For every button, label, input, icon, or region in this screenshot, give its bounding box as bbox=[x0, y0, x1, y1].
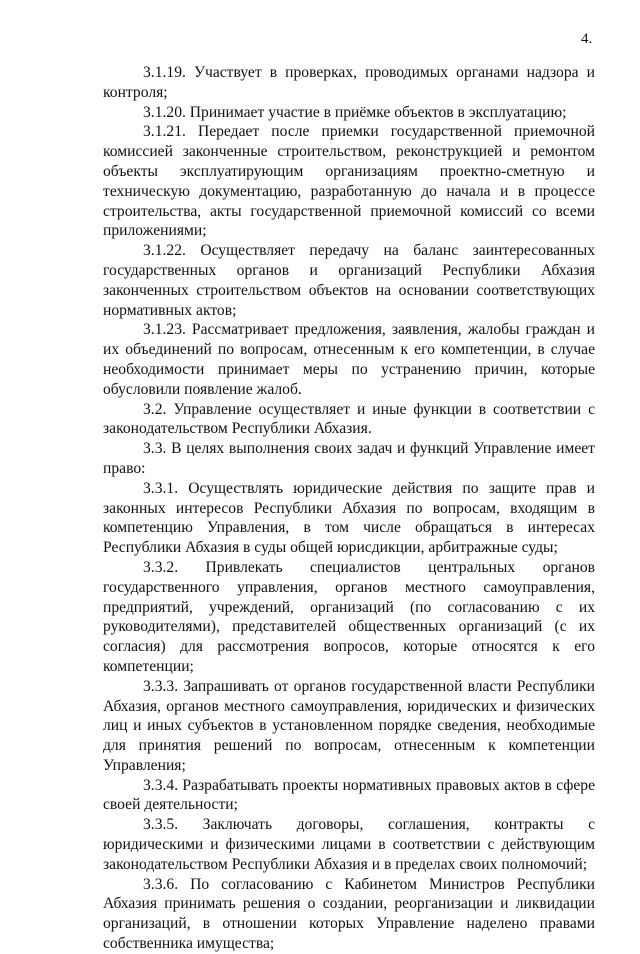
paragraph-3-3-6: 3.3.6. По согласованию с Кабинетом Министров Республики Абхазия принимать решения о создании, реорганизации и ликвидации организаций, в отношении которых Управление наделено правами собственника имущества; bbox=[103, 875, 595, 953]
document-body bbox=[103, 63, 595, 954]
paragraph-3-3-5: 3.3.5. Заключать договоры, соглашения, контракты с юридическими и физическими лицами в соответствии с действующим законодательством Республики Абхазия и в пределах своих полномочий; bbox=[103, 816, 595, 873]
paragraph-3-3-2: 3.3.2. Привлекать специалистов центральных органов государственного управления, органов местного самоуправления, предприятий, учреждений, организаций (по согласованию с их руководителями), представителей общественных организаций (с их согласия) для рассмотрения вопросов, которые относятся к его компетенции; bbox=[103, 558, 595, 675]
paragraph-3-3-4: 3.3.4. Разрабатывать проекты нормативных правовых актов в сфере своей деятельности; bbox=[103, 776, 595, 814]
paragraph-3-2: 3.2. Управление осуществляет и иные функции в соответствии с законодательством Республики Абхазия. bbox=[103, 400, 595, 438]
paragraph-3-1-23: 3.1.23. Рассматривает предложения, заявления, жалобы граждан и их объединений по вопросам, отнесенным к его компетенции, в случае необходимости принимает меры по устранению причин, которые обусловили появление жалоб. bbox=[103, 321, 595, 398]
page-number: 4. bbox=[581, 31, 593, 47]
paragraph-3-3-1: 3.3.1. Осуществлять юридические действия по защите прав и законных интересов Республики Абхазия по вопросам, входящим в компетенцию Управления, в том числе обращаться в интересах Республики Абхазия в суды общей юрисдикции, арбитражные суды; bbox=[103, 479, 595, 557]
paragraph-3-3: 3.3. В целях выполнения своих задач и функций Управление имеет право: bbox=[103, 440, 595, 477]
paragraph-3-1-22: 3.1.22. Осуществляет передачу на баланс заинтересованных государственных органов и организаций Республики Абхазия законченных строительством объектов на основании соответствующих нормативных актов; bbox=[103, 242, 595, 319]
paragraph-3-1-20: 3.1.20. Принимает участие в приёмке объектов в эксплуатацию; bbox=[143, 103, 567, 121]
paragraph-3-1-19: 3.1.19. Участвует в проверках, проводимых органами надзора и контроля; bbox=[103, 64, 595, 101]
paragraph-3-1-21: 3.1.21. Передает после приемки государственной приемочной комиссией законченные строительством, реконструкцией и ремонтом объекты эксплуатирующим организациям проектно-сметную и техническую документацию, разработанную до начала и в процессе строительства, акты государственной приемочной комиссий со всеми приложениями; bbox=[103, 123, 595, 240]
paragraph-3-3-3: 3.3.3. Запрашивать от органов государственной власти Республики Абхазия, органов местного самоуправления, юридических и физических лиц и иных субъектов в установленном порядке сведения, необходимые для принятия решений по вопросам, отнесенным к компетенции Управления; bbox=[103, 677, 595, 774]
